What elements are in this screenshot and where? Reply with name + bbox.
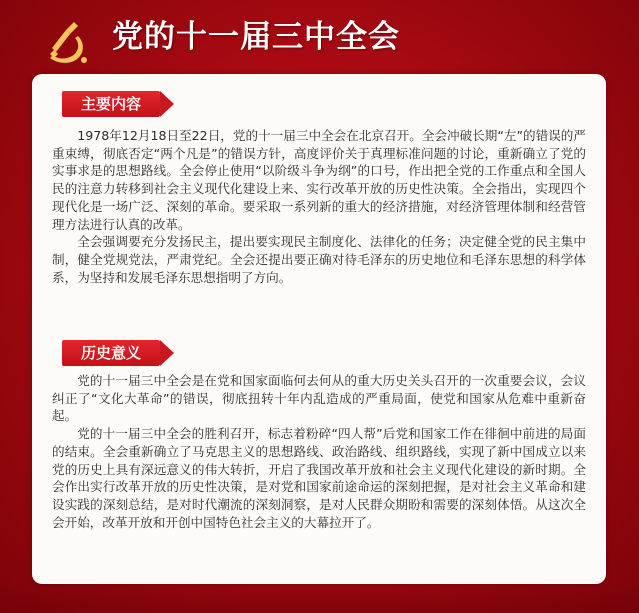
- paragraph: 1978年12月18日至22日，党的十一届三中全会在北京召开。全会冲破长期“左”的错误的严重束缚，彻底否定“两个凡是”的错误方针，高度评价关于真理标准问题的讨论，重新确立了党的实事求是的思想路线。全会停止使用“以阶级斗争为纲”的口号，作出把全党的工作重点和全国人民的注意力转移到社会主义现代化建设上来、实行改革开放的历史性决策。全会指出，实现四个现代化是一场广泛、深刻的革命。要采取一系列新的重大的经济措施，对经济管理体制和经营管理方法进行认真的改革。: [52, 128, 586, 232]
- section-label-historical-significance: 历史意义: [62, 340, 160, 366]
- party-emblem-icon: [44, 18, 92, 66]
- paragraph: 全会强调要充分发扬民主，提出要实现民主制度化、法律化的任务；决定健全党的民主集中制，健全党规党法，严肃党纪。全会还提出要正确对待毛泽东的历史地位和毛泽东思想的科学体系，为坚持和发展毛泽东思想指明了方向。: [52, 234, 586, 285]
- footer-decoration: [0, 583, 639, 613]
- page-title: 党的十一届三中全会: [112, 19, 400, 55]
- paragraph: 党的十一届三中全会的胜利召开，标志着粉碎“四人帮”后党和国家工作在徘徊中前进的局面的结束。全会重新确立了马克思主义的思想路线、政治路线、组织路线，实现了新中国成立以来党的历史上具有深远意义的伟大转折，开启了我国改革开放和社会主义现代化建设的新时期。全会作出实行改革开放的历史性决策，是对党和国家前途命运的深刻把握，是对社会主义革命和建设实践的深刻总结，是对时代潮流的深刻洞察，是对人民群众期盼和需要的深刻体悟。从这次全会开始，改革开放和开创中国特色社会主义的大幕拉开了。: [52, 426, 586, 530]
- paragraph: 党的十一届三中全会是在党和国家面临何去何从的重大历史关头召开的一次重要会议，会议纠正了“文化大革命”的错误，彻底扭转十年内乱造成的严重局面，使党和国家从危难中重新奋起。: [52, 373, 586, 424]
- section-historical-significance: [52, 372, 586, 531]
- section-main-content: [52, 127, 586, 286]
- section-label-main-content: 主要内容: [62, 91, 160, 117]
- header: [0, 0, 639, 74]
